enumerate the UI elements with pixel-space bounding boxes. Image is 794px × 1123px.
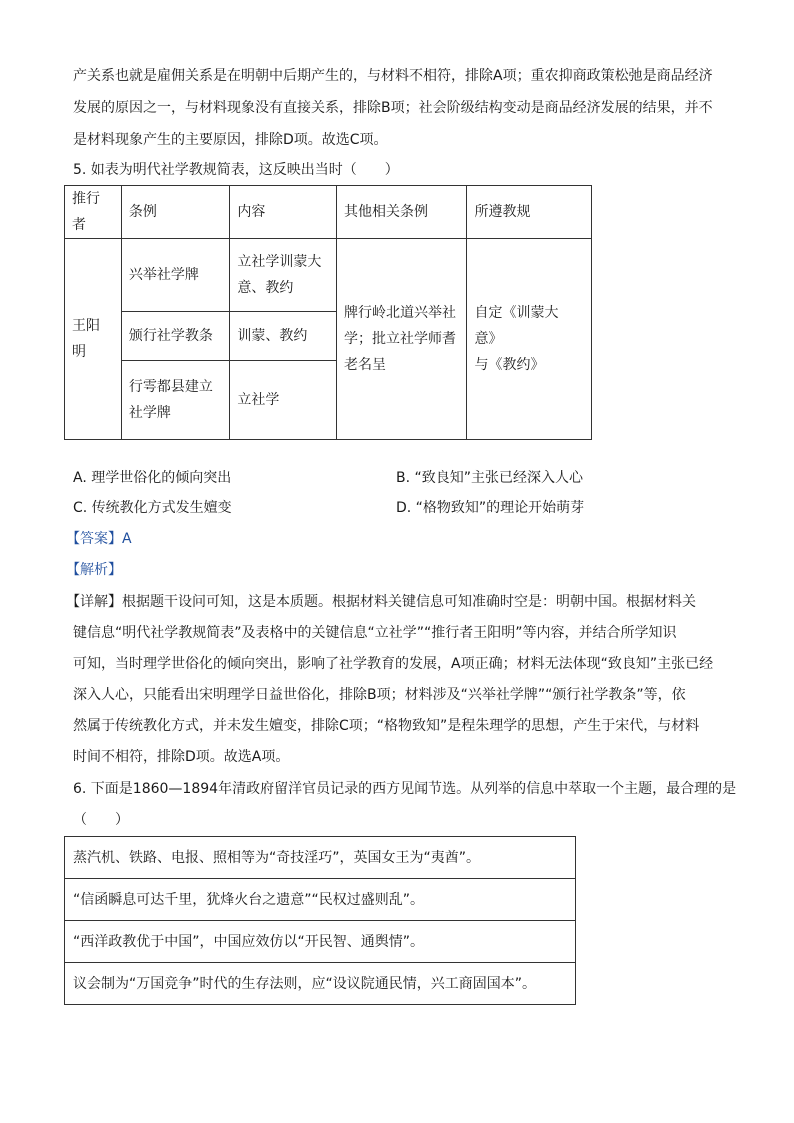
table-header-row [65,186,592,239]
header-cell: 条例 [121,186,230,239]
rule-cell: 颁行社学教条 [121,312,230,361]
header-cell: 所遵教规 [467,186,592,239]
table-row [65,239,592,312]
school-rules-table [64,185,592,440]
detail-line: 【详解】根据题干设问可知，这是本质题。根据材料关键信息可知准确时空是：明朝中国。根据材料关 [66,594,696,610]
detail-line: 然属于传统教化方式，并未发生嬗变，排除C项；“格物致知”是程朱理学的思想，产生于宋代，与材料 [73,718,700,734]
detail-line: 可知，当时理学世俗化的倾向突出，影响了社学教育的发展，A项正确；材料无法体现“致良知”主张已经 [73,656,714,672]
observations-table [64,836,576,1005]
table-row [65,837,576,879]
option-c: C. 传统教化方式发生嬗变 [73,500,232,516]
observation-cell: 议会制为“万国竞争”时代的生存法则，应“设议院通民情，兴工商固国本”。 [65,963,576,1005]
rule-cell: 行雩都县建立 社学牌 [121,361,230,440]
question-6-stem: 6. 下面是1860—1894年清政府留洋官员记录的西方见闻节选。从列举的信息中萃取一个主题，最合理的是 [73,781,737,797]
observation-cell: “西洋政教优于中国”，中国应效仿以“开民智、通舆情”。 [65,921,576,963]
analysis-label: 【解析】 [66,562,122,578]
option-a: A. 理学世俗化的倾向突出 [73,470,232,486]
other-rules-cell: 牌行岭北道兴举社 学；批立社学师耆 老名呈 [336,239,466,440]
detail-line: 深入人心，只能看出宋明理学日益世俗化，排除B项；材料涉及“兴举社学牌”“颁行社学教条”等，依 [73,687,686,703]
header-cell: 内容 [230,186,337,239]
promoter-cell: 王阳明 [65,239,122,440]
intro-line: 产关系也就是雇佣关系是在明朝中后期产生的，与材料不相符，排除A项；重农抑商政策松弛是商品经济 [73,68,713,84]
option-d: D. “格物致知”的理论开始萌芽 [396,500,585,516]
content-cell: 立社学训蒙大 意、教约 [230,239,337,312]
content-cell: 训蒙、教约 [230,312,337,361]
table-row [65,921,576,963]
intro-line: 是材料现象产生的主要原因，排除D项。故选C项。 [73,132,388,148]
rules-followed-cell: 自定《训蒙大意》 与《教约》 [467,239,592,440]
content-cell: 立社学 [230,361,337,440]
detail-line: 时间不相符，排除D项。故选A项。 [73,749,290,765]
observation-cell: “信函瞬息可达千里，犹烽火台之遗意”“民权过盛则乱”。 [65,879,576,921]
question-6-stem: （ ） [73,812,129,828]
table-row [65,879,576,921]
table-row [65,963,576,1005]
question-5-stem: 5. 如表为明代社学教规简表，这反映出当时（ ） [73,162,399,178]
header-cell: 其他相关条例 [336,186,466,239]
option-b: B. “致良知”主张已经深入人心 [396,470,584,486]
header-cell: 推行者 [65,186,122,239]
detail-line: 键信息“明代社学教规简表”及表格中的关键信息“立社学”“推行者王阳明”等内容，并结合所学知识 [73,625,677,641]
answer-label: 【答案】A [66,531,132,547]
intro-line: 发展的原因之一，与材料现象没有直接关系，排除B项；社会阶级结构变动是商品经济发展的结果，并不 [73,100,713,116]
observation-cell: 蒸汽机、铁路、电报、照相等为“奇技淫巧”，英国女王为“夷酋”。 [65,837,576,879]
rule-cell: 兴举社学牌 [121,239,230,312]
